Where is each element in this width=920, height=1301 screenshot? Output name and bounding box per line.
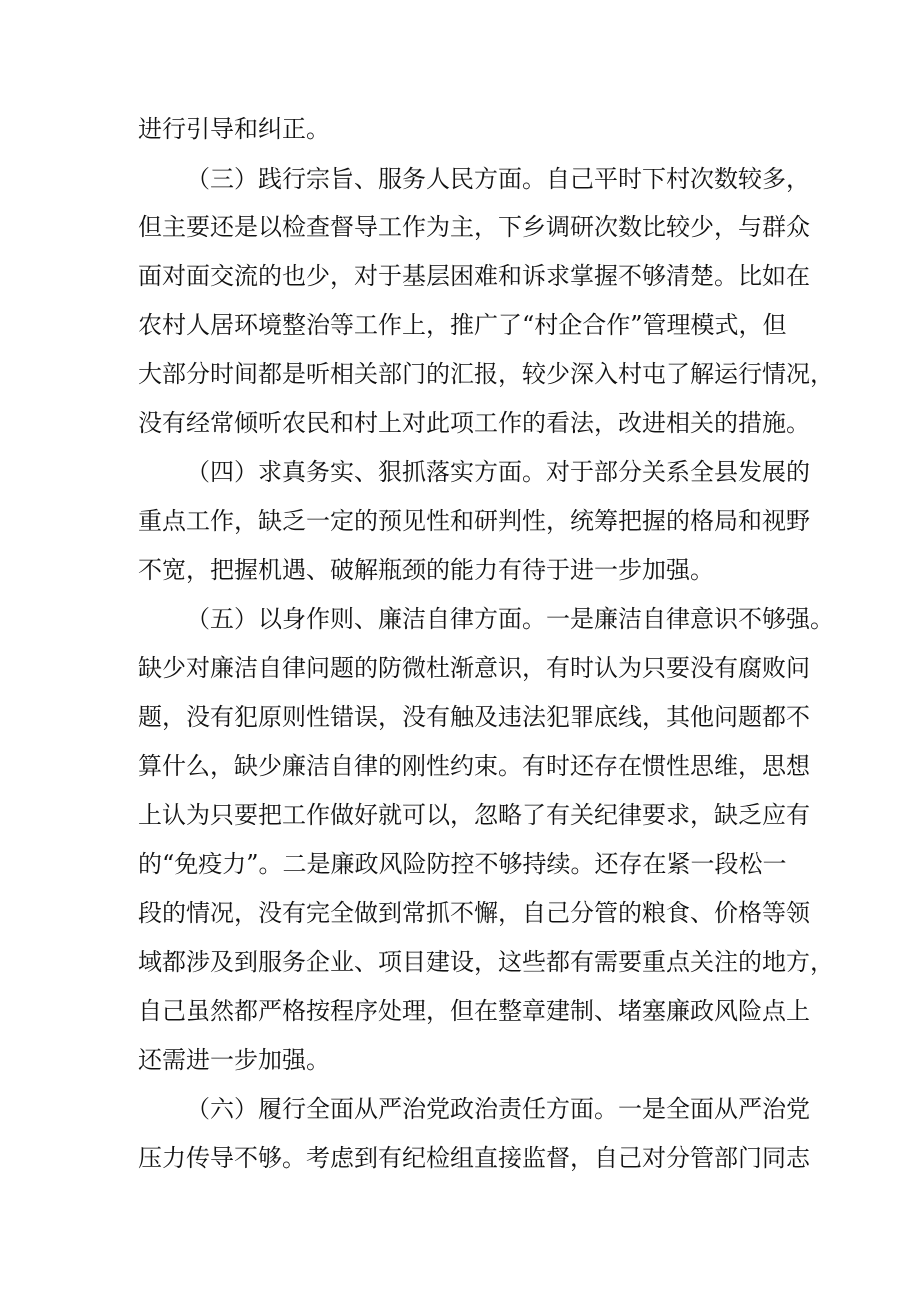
text-line: 的“免疫力”。二是廉政风险防控不够持续。还存在紧一段松一 bbox=[138, 850, 787, 878]
text-line: 进行引导和纠正。 bbox=[138, 115, 330, 143]
paragraph-heading-3: （三）践行宗旨、服务人民方面。自己平时下村次数较多， bbox=[186, 165, 810, 193]
text-line: 面对面交流的也少，对于基层困难和诉求掌握不够清楚。比如在 bbox=[138, 262, 810, 290]
text-line: 自己虽然都严格按程序处理，但在整章建制、堵塞廉政风险点上 bbox=[138, 997, 810, 1025]
text-line: 算什么，缺少廉洁自律的刚性约束。有时还存在惯性思维，思想 bbox=[138, 752, 810, 780]
paragraph-heading-6: （六）履行全面从严治党政治责任方面。一是全面从严治党 bbox=[186, 1095, 810, 1123]
text-line: 域都涉及到服务企业、项目建设，这些都有需要重点关注的地方， bbox=[138, 948, 834, 976]
text-line: 缺少对廉洁自律问题的防微杜渐意识，有时认为只要没有腐败问 bbox=[138, 654, 810, 682]
text-line: 但主要还是以检查督导工作为主，下乡调研次数比较少，与群众 bbox=[138, 213, 810, 241]
text-line: 没有经常倾听农民和村上对此项工作的看法，改进相关的措施。 bbox=[138, 409, 810, 437]
text-line: 农村人居环境整治等工作上，推广了“村企合作”管理模式，但 bbox=[138, 311, 787, 339]
text-line: 重点工作，缺乏一定的预见性和研判性，统筹把握的格局和视野 bbox=[138, 507, 810, 535]
text-line: 压力传导不够。考虑到有纪检组直接监督，自己对分管部门同志 bbox=[138, 1144, 810, 1172]
text-line: 大部分时间都是听相关部门的汇报，较少深入村屯了解运行情况， bbox=[138, 360, 834, 388]
text-line: 上认为只要把工作做好就可以，忽略了有关纪律要求，缺乏应有 bbox=[138, 801, 810, 829]
paragraph-heading-4: （四）求真务实、狠抓落实方面。对于部分关系全县发展的 bbox=[186, 458, 810, 486]
text-line: 不宽，把握机遇、破解瓶颈的能力有待于进一步加强。 bbox=[138, 556, 714, 584]
text-line: 还需进一步加强。 bbox=[138, 1046, 330, 1074]
paragraph-heading-5: （五）以身作则、廉洁自律方面。一是廉洁自律意识不够强。 bbox=[186, 605, 834, 633]
text-line: 段的情况，没有完全做到常抓不懈，自己分管的粮食、价格等领 bbox=[138, 899, 810, 927]
text-line: 题，没有犯原则性错误，没有触及违法犯罪底线，其他问题都不 bbox=[138, 703, 810, 731]
